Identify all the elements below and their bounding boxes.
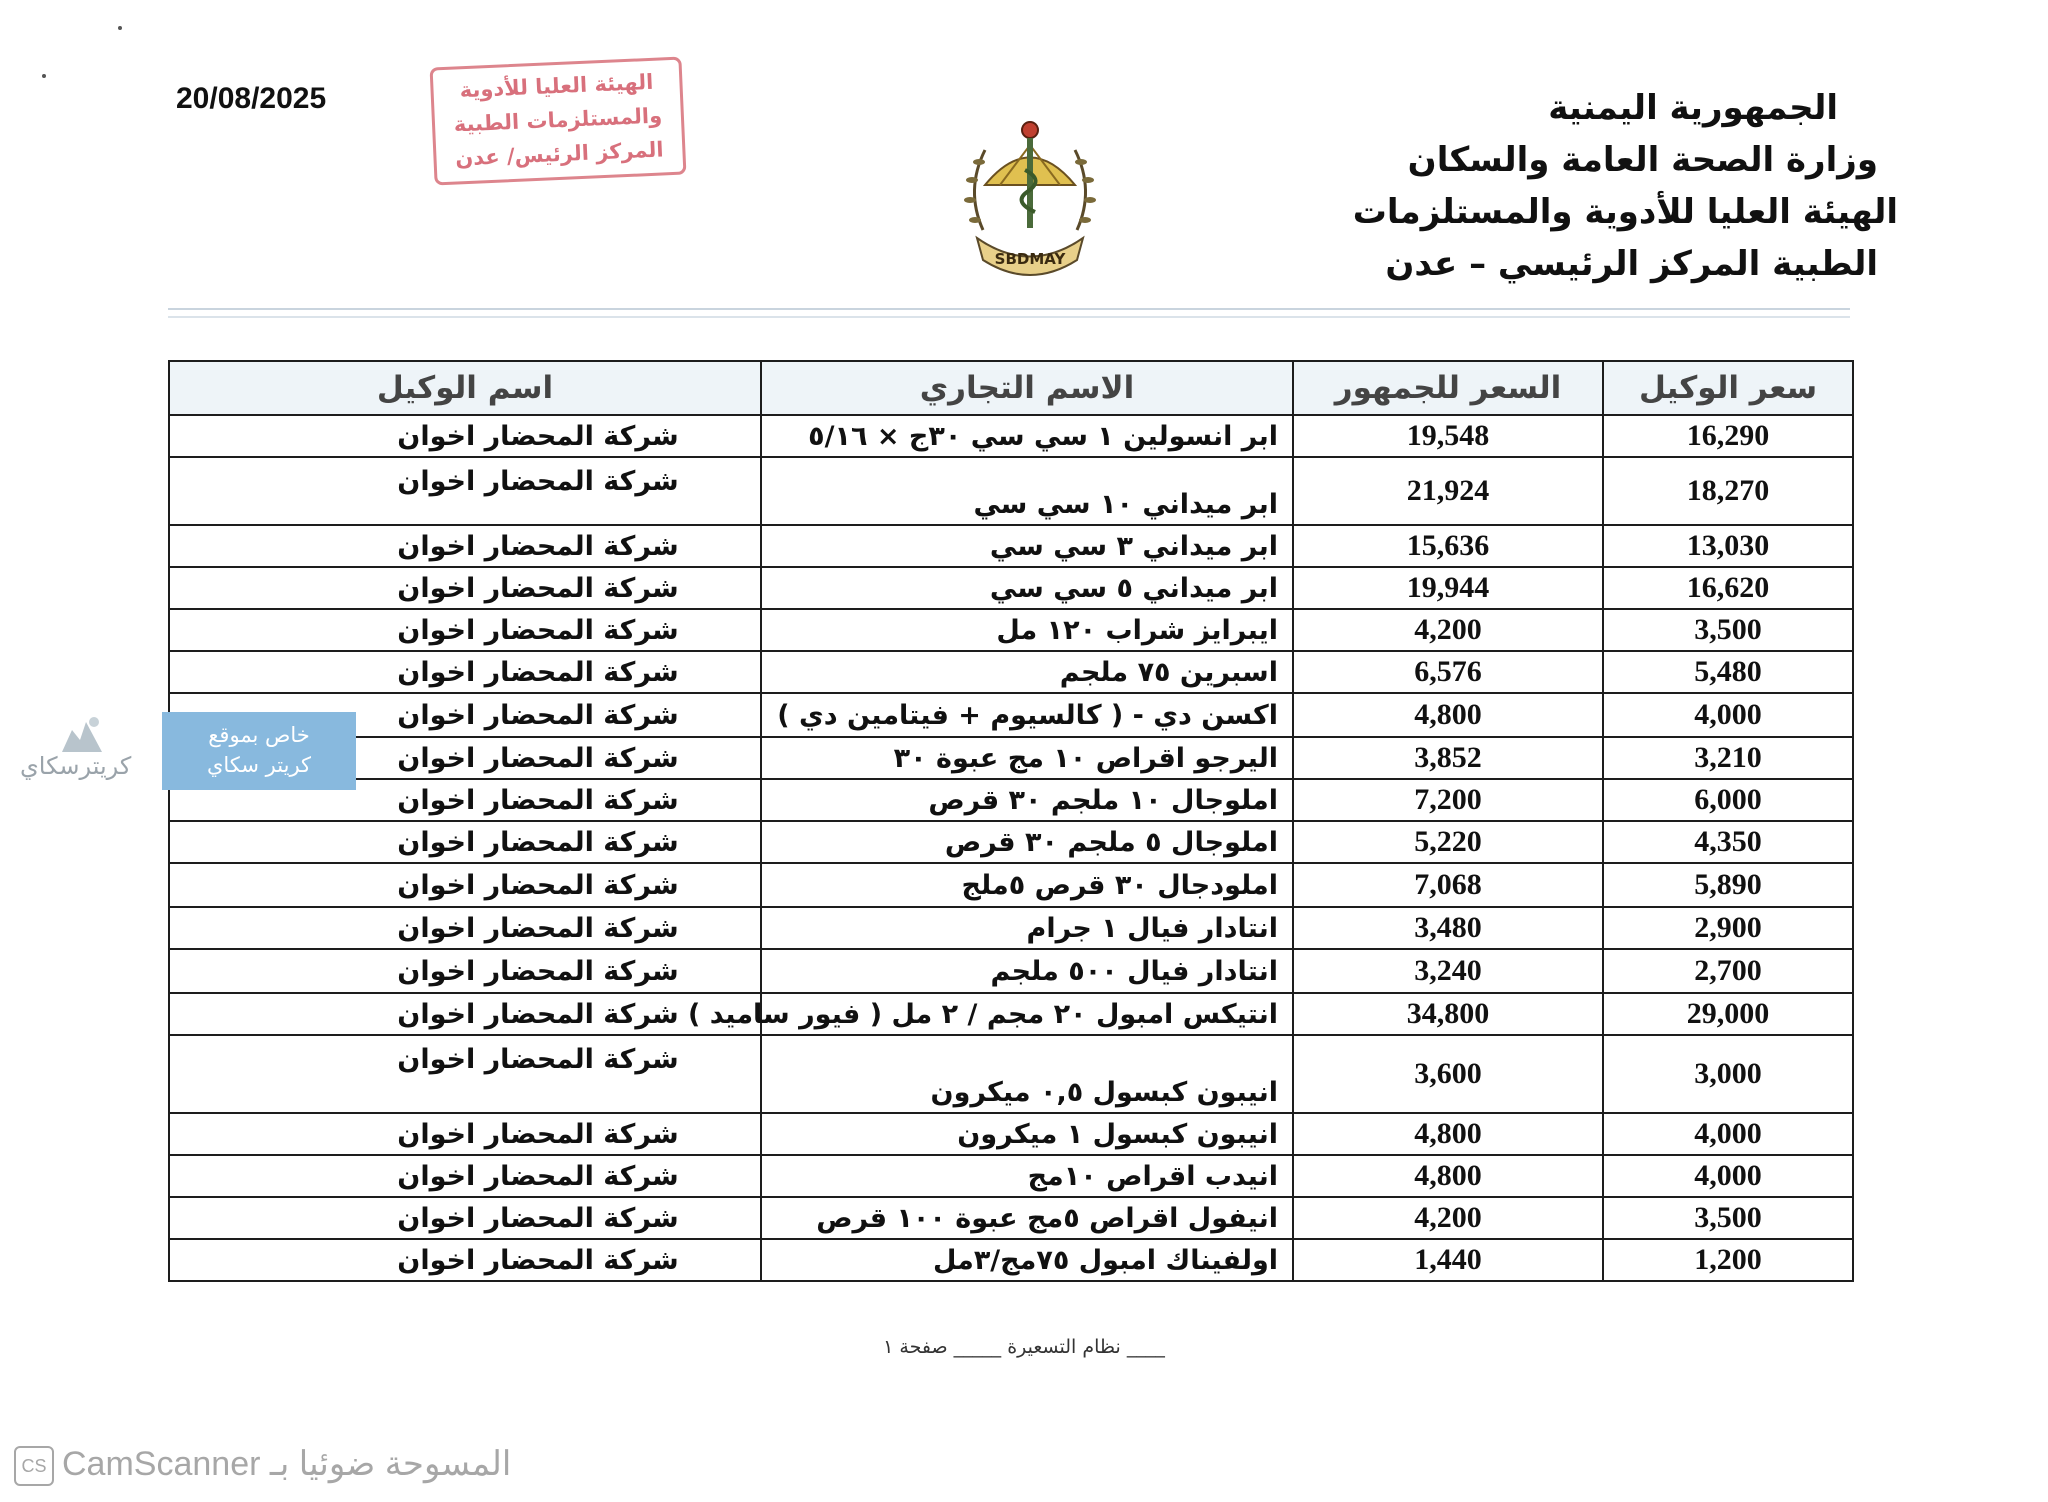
cell-public-price: 34,800	[1293, 993, 1603, 1035]
table-row	[169, 779, 1853, 821]
header-trade-name: الاسم التجاري	[761, 361, 1293, 415]
table-row	[169, 457, 1853, 525]
cell-public-price: 7,200	[1293, 779, 1603, 821]
cell-agent-price: 2,900	[1603, 907, 1853, 949]
cell-agent-price: 13,030	[1603, 525, 1853, 567]
cell-trade-name: انتادار فيال ١ جرام	[761, 907, 1293, 949]
footer-system: نظام التسعيرة	[1007, 1336, 1121, 1358]
document-date: 20/08/2025	[176, 82, 327, 115]
camscanner-icon: CS	[14, 1446, 54, 1486]
table-row	[169, 1155, 1853, 1197]
cell-public-price: 6,576	[1293, 651, 1603, 693]
cell-agent-price: 16,290	[1603, 415, 1853, 457]
cell-agent-price: 29,000	[1603, 993, 1853, 1035]
cell-trade-name: املوجال ١٠ ملجم ٣٠ قرص	[761, 779, 1293, 821]
cell-trade-name: املوجال ٥ ملجم ٣٠ قرص	[761, 821, 1293, 863]
cell-trade-name: ايبرايز شراب ١٢٠ مل	[761, 609, 1293, 651]
stamp-line2: والمستلزمات الطبية	[453, 103, 663, 137]
table-row	[169, 693, 1853, 737]
cell-trade-name: انيفول اقراص ٥مج عبوة ١٠٠ قرص	[761, 1197, 1293, 1239]
cell-trade-name: املودجال ٣٠ قرص ٥ملج	[761, 863, 1293, 907]
cell-agent-price: 4,000	[1603, 1155, 1853, 1197]
authority-name-line2: الطبية المركز الرئيسي – عدن	[1385, 244, 1878, 284]
table-row	[169, 993, 1853, 1035]
cell-public-price: 3,600	[1293, 1035, 1603, 1113]
cell-public-price: 3,852	[1293, 737, 1603, 779]
table-row	[169, 415, 1853, 457]
country-name: الجمهورية اليمنية	[1548, 88, 1838, 128]
letterhead	[1198, 82, 1898, 290]
cell-agent-name: شركة المحضار اخوان	[169, 821, 761, 863]
stamp-line3: المركز الرئيس/ عدن	[454, 137, 665, 171]
table-header-row	[169, 361, 1853, 415]
cell-trade-name: اكسن دي - ( كالسيوم + فيتامين دي )	[761, 693, 1293, 737]
cell-public-price: 4,200	[1293, 609, 1603, 651]
table-row	[169, 863, 1853, 907]
table-body	[169, 415, 1853, 1281]
cell-agent-name: شركة المحضار اخوان	[169, 457, 761, 525]
cell-agent-price: 18,270	[1603, 457, 1853, 525]
official-stamp	[430, 57, 687, 186]
table-row	[169, 737, 1853, 779]
cell-agent-price: 4,350	[1603, 821, 1853, 863]
table-row	[169, 651, 1853, 693]
table-row	[169, 821, 1853, 863]
cell-trade-name: انيبون كبسول ١ ميكرون	[761, 1113, 1293, 1155]
cell-agent-name: شركة المحضار اخوان	[169, 693, 761, 737]
cell-public-price: 4,200	[1293, 1197, 1603, 1239]
scan-dot	[42, 74, 46, 78]
cell-trade-name: ابر ميداني ١٠ سي سي	[761, 457, 1293, 525]
table-row	[169, 1113, 1853, 1155]
table-row	[169, 1239, 1853, 1281]
cell-agent-price: 16,620	[1603, 567, 1853, 609]
cell-trade-name: اليرجو اقراص ١٠ مج عبوة ٣٠	[761, 737, 1293, 779]
table-row	[169, 525, 1853, 567]
cell-agent-name: شركة المحضار اخوان	[169, 1035, 761, 1113]
cell-agent-price: 3,210	[1603, 737, 1853, 779]
stamp-line1: الهيئة العليا للأدوية	[459, 69, 654, 103]
cell-public-price: 1,440	[1293, 1239, 1603, 1281]
cell-public-price: 21,924	[1293, 457, 1603, 525]
cell-agent-name: شركة المحضار اخوان	[169, 415, 761, 457]
cell-trade-name: انيبون كبسول ٠,٥ ميكرون	[761, 1035, 1293, 1113]
cell-agent-price: 3,500	[1603, 1197, 1853, 1239]
cell-agent-price: 5,480	[1603, 651, 1853, 693]
header-agent-price: سعر الوكيل	[1603, 361, 1853, 415]
cell-trade-name: ابر ميداني ٣ سي سي	[761, 525, 1293, 567]
cell-agent-price: 3,000	[1603, 1035, 1853, 1113]
cell-public-price: 4,800	[1293, 1113, 1603, 1155]
cell-trade-name: انيدب اقراص ١٠مج	[761, 1155, 1293, 1197]
cell-agent-name: شركة المحضار اخوان	[169, 993, 761, 1035]
cell-trade-name: انتادار فيال ٥٠٠ ملجم	[761, 949, 1293, 993]
cell-agent-price: 2,700	[1603, 949, 1853, 993]
camscanner-label: المسوحة ضوئيا بـ CamScanner	[62, 1445, 512, 1483]
camscanner-watermark	[14, 1444, 511, 1486]
table-row	[169, 907, 1853, 949]
watermark-line1: خاص بموقع	[208, 723, 310, 747]
cell-public-price: 7,068	[1293, 863, 1603, 907]
cell-trade-name: ابر ميداني ٥ سي سي	[761, 567, 1293, 609]
cell-agent-name: شركة المحضار اخوان	[169, 949, 761, 993]
price-table	[168, 360, 1854, 1282]
table-row	[169, 609, 1853, 651]
cell-agent-name: شركة المحضار اخوان	[169, 863, 761, 907]
cell-agent-name: شركة المحضار اخوان	[169, 609, 761, 651]
cell-agent-price: 4,000	[1603, 1113, 1853, 1155]
table-row	[169, 567, 1853, 609]
cell-agent-name: شركة المحضار اخوان	[169, 651, 761, 693]
footer-page: صفحة ١	[883, 1336, 948, 1358]
watermark-line2: كريتر سكاي	[206, 753, 312, 777]
cell-agent-price: 6,000	[1603, 779, 1853, 821]
table-row	[169, 949, 1853, 993]
cell-trade-name: ابر انسولين ١ سي سي ٣٠ج × ٥/١٦	[761, 415, 1293, 457]
watermark-side-text: كريترسكاي	[20, 752, 132, 780]
watermark-badge	[162, 712, 356, 790]
cell-public-price: 4,800	[1293, 1155, 1603, 1197]
cell-agent-price: 4,000	[1603, 693, 1853, 737]
table-row	[169, 1197, 1853, 1239]
cell-trade-name: اولفيناك امبول ٧٥مج/٣مل	[761, 1239, 1293, 1281]
emblem-text: SBDMAY	[994, 250, 1066, 268]
cell-agent-price: 5,890	[1603, 863, 1853, 907]
cell-public-price: 3,240	[1293, 949, 1603, 993]
cell-agent-name: شركة المحضار اخوان	[169, 737, 761, 779]
cell-trade-name: انتيكس امبول ٢٠ مجم / ٢ مل ( فيور ساميد )	[761, 993, 1293, 1035]
cell-agent-name: شركة المحضار اخوان	[169, 907, 761, 949]
header-public-price: السعر للجمهور	[1293, 361, 1603, 415]
table-row	[169, 1035, 1853, 1113]
cell-agent-name: شركة المحضار اخوان	[169, 779, 761, 821]
cell-public-price: 19,944	[1293, 567, 1603, 609]
cell-agent-name: شركة المحضار اخوان	[169, 525, 761, 567]
cell-agent-name: شركة المحضار اخوان	[169, 567, 761, 609]
cell-public-price: 5,220	[1293, 821, 1603, 863]
cell-public-price: 3,480	[1293, 907, 1603, 949]
cell-agent-name: شركة المحضار اخوان	[169, 1155, 761, 1197]
scan-dot	[118, 26, 122, 30]
cell-public-price: 15,636	[1293, 525, 1603, 567]
ministry-name: وزارة الصحة العامة والسكان	[1407, 140, 1878, 180]
header-divider	[168, 308, 1850, 318]
cell-agent-price: 3,500	[1603, 609, 1853, 651]
cell-agent-price: 1,200	[1603, 1239, 1853, 1281]
header-agent-name: اسم الوكيل	[169, 361, 761, 415]
authority-name-line1: الهيئة العليا للأدوية والمستلزمات	[1352, 192, 1898, 232]
cell-public-price: 4,800	[1293, 693, 1603, 737]
cell-agent-name: شركة المحضار اخوان	[169, 1197, 761, 1239]
cell-public-price: 19,548	[1293, 415, 1603, 457]
page-footer: ____ نظام التسعيرة _____ صفحة ١	[883, 1336, 1165, 1358]
cell-agent-name: شركة المحضار اخوان	[169, 1239, 761, 1281]
sbdmay-emblem-icon	[955, 100, 1105, 280]
cell-agent-name: شركة المحضار اخوان	[169, 1113, 761, 1155]
cell-trade-name: اسبرين ٧٥ ملجم	[761, 651, 1293, 693]
